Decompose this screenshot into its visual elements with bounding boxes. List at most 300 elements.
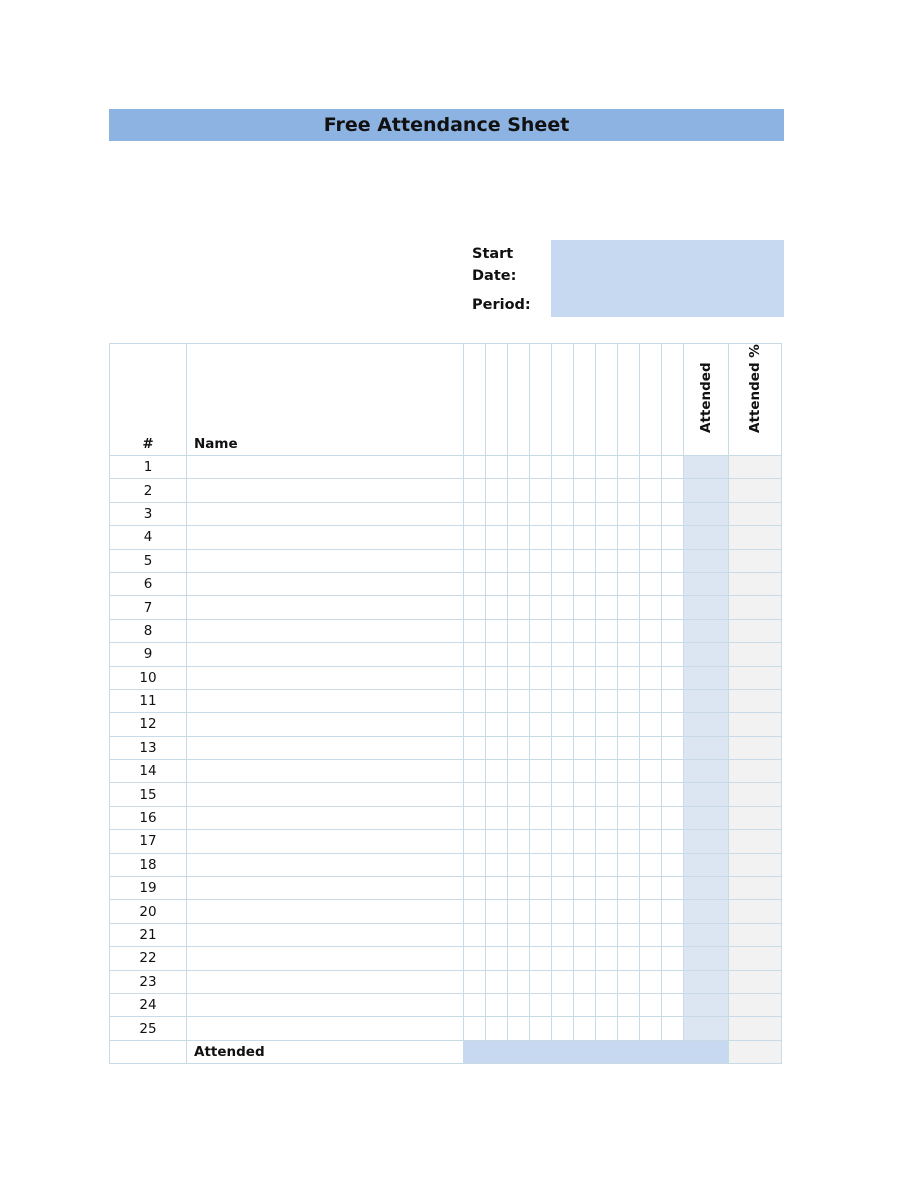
name-cell[interactable] — [187, 1017, 464, 1040]
day-cell[interactable] — [552, 853, 574, 876]
day-cell[interactable] — [596, 760, 618, 783]
day-cell[interactable] — [486, 549, 508, 572]
day-cell[interactable] — [464, 853, 486, 876]
day-cell[interactable] — [508, 619, 530, 642]
attended-pct-cell[interactable] — [729, 783, 782, 806]
day-cell[interactable] — [640, 1017, 662, 1040]
day-cell[interactable] — [662, 572, 684, 595]
day-cell[interactable] — [486, 1017, 508, 1040]
name-cell[interactable] — [187, 456, 464, 479]
day-cell[interactable] — [574, 830, 596, 853]
day-cell[interactable] — [486, 572, 508, 595]
day-cell[interactable] — [618, 666, 640, 689]
footer-pct-cell[interactable] — [729, 1040, 782, 1063]
day-cell[interactable] — [508, 970, 530, 993]
day-cell[interactable] — [640, 643, 662, 666]
day-cell[interactable] — [640, 713, 662, 736]
day-cell[interactable] — [464, 993, 486, 1016]
day-cell[interactable] — [640, 993, 662, 1016]
day-cell[interactable] — [552, 596, 574, 619]
day-cell[interactable] — [618, 619, 640, 642]
day-cell[interactable] — [486, 830, 508, 853]
attended-cell[interactable] — [684, 993, 729, 1016]
day-cell[interactable] — [464, 526, 486, 549]
day-cell[interactable] — [464, 502, 486, 525]
day-cell[interactable] — [486, 806, 508, 829]
day-cell[interactable] — [508, 993, 530, 1016]
day-cell[interactable] — [508, 1017, 530, 1040]
day-cell[interactable] — [596, 456, 618, 479]
attended-cell[interactable] — [684, 877, 729, 900]
day-cell[interactable] — [618, 526, 640, 549]
day-cell[interactable] — [596, 666, 618, 689]
day-cell[interactable] — [508, 736, 530, 759]
day-cell[interactable] — [574, 456, 596, 479]
attended-pct-cell[interactable] — [729, 549, 782, 572]
day-cell[interactable] — [464, 619, 486, 642]
day-cell[interactable] — [530, 572, 552, 595]
day-cell[interactable] — [596, 689, 618, 712]
day-cell[interactable] — [486, 783, 508, 806]
day-cell[interactable] — [574, 549, 596, 572]
day-cell[interactable] — [596, 900, 618, 923]
attended-cell[interactable] — [684, 456, 729, 479]
day-cell[interactable] — [618, 502, 640, 525]
day-cell[interactable] — [640, 456, 662, 479]
day-cell[interactable] — [662, 666, 684, 689]
day-cell[interactable] — [464, 549, 486, 572]
attended-pct-cell[interactable] — [729, 689, 782, 712]
day-cell[interactable] — [530, 900, 552, 923]
day-cell[interactable] — [574, 853, 596, 876]
day-cell[interactable] — [552, 830, 574, 853]
day-cell[interactable] — [508, 900, 530, 923]
day-cell[interactable] — [574, 1017, 596, 1040]
day-cell[interactable] — [552, 689, 574, 712]
day-cell[interactable] — [508, 549, 530, 572]
day-cell[interactable] — [596, 923, 618, 946]
day-cell[interactable] — [574, 993, 596, 1016]
date-period-input-box[interactable] — [551, 240, 784, 317]
attended-cell[interactable] — [684, 479, 729, 502]
day-cell[interactable] — [596, 1017, 618, 1040]
day-cell[interactable] — [552, 970, 574, 993]
day-cell[interactable] — [640, 502, 662, 525]
day-cell[interactable] — [618, 970, 640, 993]
day-cell[interactable] — [618, 993, 640, 1016]
day-cell[interactable] — [618, 760, 640, 783]
day-cell[interactable] — [618, 596, 640, 619]
day-cell[interactable] — [508, 666, 530, 689]
name-cell[interactable] — [187, 970, 464, 993]
day-cell[interactable] — [530, 456, 552, 479]
day-cell[interactable] — [662, 993, 684, 1016]
day-cell[interactable] — [640, 853, 662, 876]
attended-cell[interactable] — [684, 853, 729, 876]
day-cell[interactable] — [464, 806, 486, 829]
day-cell[interactable] — [618, 572, 640, 595]
name-cell[interactable] — [187, 993, 464, 1016]
day-cell[interactable] — [596, 643, 618, 666]
day-cell[interactable] — [508, 923, 530, 946]
day-cell[interactable] — [640, 900, 662, 923]
attended-pct-cell[interactable] — [729, 947, 782, 970]
name-cell[interactable] — [187, 689, 464, 712]
day-cell[interactable] — [574, 666, 596, 689]
day-cell[interactable] — [552, 806, 574, 829]
day-cell[interactable] — [464, 666, 486, 689]
attended-pct-cell[interactable] — [729, 760, 782, 783]
day-cell[interactable] — [662, 970, 684, 993]
day-cell[interactable] — [464, 947, 486, 970]
day-cell[interactable] — [662, 830, 684, 853]
attended-cell[interactable] — [684, 526, 729, 549]
attended-pct-cell[interactable] — [729, 479, 782, 502]
day-cell[interactable] — [552, 760, 574, 783]
day-cell[interactable] — [640, 619, 662, 642]
day-cell[interactable] — [530, 923, 552, 946]
day-cell[interactable] — [508, 806, 530, 829]
day-cell[interactable] — [596, 853, 618, 876]
day-cell[interactable] — [596, 806, 618, 829]
day-cell[interactable] — [530, 689, 552, 712]
day-cell[interactable] — [662, 806, 684, 829]
day-cell[interactable] — [574, 479, 596, 502]
attended-cell[interactable] — [684, 643, 729, 666]
day-cell[interactable] — [552, 549, 574, 572]
day-cell[interactable] — [662, 689, 684, 712]
day-cell[interactable] — [530, 643, 552, 666]
attended-pct-cell[interactable] — [729, 877, 782, 900]
attended-cell[interactable] — [684, 736, 729, 759]
day-cell[interactable] — [530, 877, 552, 900]
day-cell[interactable] — [618, 479, 640, 502]
day-cell[interactable] — [574, 806, 596, 829]
day-cell[interactable] — [508, 783, 530, 806]
day-cell[interactable] — [508, 596, 530, 619]
attended-cell[interactable] — [684, 970, 729, 993]
day-cell[interactable] — [574, 526, 596, 549]
day-cell[interactable] — [618, 923, 640, 946]
day-cell[interactable] — [618, 736, 640, 759]
day-cell[interactable] — [640, 877, 662, 900]
day-cell[interactable] — [530, 666, 552, 689]
day-cell[interactable] — [596, 993, 618, 1016]
day-cell[interactable] — [596, 783, 618, 806]
day-cell[interactable] — [618, 713, 640, 736]
day-cell[interactable] — [464, 479, 486, 502]
day-cell[interactable] — [596, 877, 618, 900]
day-cell[interactable] — [552, 572, 574, 595]
day-cell[interactable] — [508, 502, 530, 525]
attended-cell[interactable] — [684, 783, 729, 806]
attended-cell[interactable] — [684, 596, 729, 619]
attended-pct-cell[interactable] — [729, 970, 782, 993]
day-cell[interactable] — [530, 479, 552, 502]
day-cell[interactable] — [596, 713, 618, 736]
day-cell[interactable] — [464, 923, 486, 946]
attended-pct-cell[interactable] — [729, 713, 782, 736]
name-cell[interactable] — [187, 713, 464, 736]
day-cell[interactable] — [530, 713, 552, 736]
attended-cell[interactable] — [684, 923, 729, 946]
day-cell[interactable] — [574, 689, 596, 712]
day-cell[interactable] — [640, 666, 662, 689]
day-cell[interactable] — [574, 643, 596, 666]
day-cell[interactable] — [464, 736, 486, 759]
name-cell[interactable] — [187, 900, 464, 923]
day-cell[interactable] — [574, 502, 596, 525]
day-cell[interactable] — [574, 900, 596, 923]
day-cell[interactable] — [574, 877, 596, 900]
day-cell[interactable] — [596, 572, 618, 595]
day-cell[interactable] — [596, 596, 618, 619]
day-cell[interactable] — [596, 736, 618, 759]
day-cell[interactable] — [530, 853, 552, 876]
name-cell[interactable] — [187, 783, 464, 806]
day-cell[interactable] — [640, 572, 662, 595]
day-cell[interactable] — [574, 947, 596, 970]
day-cell[interactable] — [552, 479, 574, 502]
day-cell[interactable] — [464, 713, 486, 736]
attended-pct-cell[interactable] — [729, 666, 782, 689]
day-cell[interactable] — [464, 830, 486, 853]
day-cell[interactable] — [530, 619, 552, 642]
day-cell[interactable] — [486, 479, 508, 502]
day-cell[interactable] — [530, 947, 552, 970]
attended-pct-cell[interactable] — [729, 830, 782, 853]
day-cell[interactable] — [486, 526, 508, 549]
attended-pct-cell[interactable] — [729, 526, 782, 549]
attended-cell[interactable] — [684, 830, 729, 853]
day-cell[interactable] — [508, 479, 530, 502]
day-cell[interactable] — [508, 526, 530, 549]
day-cell[interactable] — [662, 853, 684, 876]
day-cell[interactable] — [552, 947, 574, 970]
day-cell[interactable] — [486, 970, 508, 993]
day-cell[interactable] — [618, 783, 640, 806]
day-cell[interactable] — [574, 923, 596, 946]
day-cell[interactable] — [508, 713, 530, 736]
day-cell[interactable] — [508, 456, 530, 479]
day-cell[interactable] — [508, 830, 530, 853]
day-cell[interactable] — [530, 526, 552, 549]
day-cell[interactable] — [662, 1017, 684, 1040]
day-cell[interactable] — [618, 853, 640, 876]
footer-attended-totals[interactable] — [464, 1040, 729, 1063]
day-cell[interactable] — [596, 479, 618, 502]
day-cell[interactable] — [464, 970, 486, 993]
attended-cell[interactable] — [684, 666, 729, 689]
day-cell[interactable] — [662, 900, 684, 923]
attended-pct-cell[interactable] — [729, 572, 782, 595]
name-cell[interactable] — [187, 736, 464, 759]
name-cell[interactable] — [187, 643, 464, 666]
name-cell[interactable] — [187, 760, 464, 783]
day-cell[interactable] — [574, 760, 596, 783]
day-cell[interactable] — [574, 619, 596, 642]
day-cell[interactable] — [464, 877, 486, 900]
day-cell[interactable] — [486, 456, 508, 479]
day-cell[interactable] — [552, 877, 574, 900]
day-cell[interactable] — [640, 596, 662, 619]
day-cell[interactable] — [640, 947, 662, 970]
day-cell[interactable] — [530, 760, 552, 783]
attended-cell[interactable] — [684, 806, 729, 829]
day-cell[interactable] — [640, 689, 662, 712]
day-cell[interactable] — [618, 830, 640, 853]
day-cell[interactable] — [662, 526, 684, 549]
day-cell[interactable] — [530, 830, 552, 853]
day-cell[interactable] — [464, 643, 486, 666]
day-cell[interactable] — [552, 643, 574, 666]
attended-cell[interactable] — [684, 1017, 729, 1040]
day-cell[interactable] — [486, 853, 508, 876]
attended-pct-cell[interactable] — [729, 596, 782, 619]
day-cell[interactable] — [552, 736, 574, 759]
attended-cell[interactable] — [684, 900, 729, 923]
attended-pct-cell[interactable] — [729, 502, 782, 525]
day-cell[interactable] — [530, 549, 552, 572]
day-cell[interactable] — [464, 572, 486, 595]
attended-cell[interactable] — [684, 760, 729, 783]
day-cell[interactable] — [552, 923, 574, 946]
name-cell[interactable] — [187, 479, 464, 502]
day-cell[interactable] — [596, 526, 618, 549]
day-cell[interactable] — [618, 947, 640, 970]
day-cell[interactable] — [552, 1017, 574, 1040]
day-cell[interactable] — [640, 830, 662, 853]
day-cell[interactable] — [464, 760, 486, 783]
day-cell[interactable] — [662, 877, 684, 900]
attended-cell[interactable] — [684, 619, 729, 642]
day-cell[interactable] — [508, 572, 530, 595]
day-cell[interactable] — [640, 783, 662, 806]
attended-cell[interactable] — [684, 549, 729, 572]
day-cell[interactable] — [662, 479, 684, 502]
day-cell[interactable] — [618, 877, 640, 900]
day-cell[interactable] — [596, 502, 618, 525]
day-cell[interactable] — [618, 549, 640, 572]
attended-pct-cell[interactable] — [729, 806, 782, 829]
day-cell[interactable] — [464, 783, 486, 806]
day-cell[interactable] — [508, 689, 530, 712]
day-cell[interactable] — [662, 783, 684, 806]
attended-pct-cell[interactable] — [729, 923, 782, 946]
day-cell[interactable] — [486, 877, 508, 900]
day-cell[interactable] — [574, 783, 596, 806]
day-cell[interactable] — [552, 713, 574, 736]
day-cell[interactable] — [530, 596, 552, 619]
attended-pct-cell[interactable] — [729, 1017, 782, 1040]
name-cell[interactable] — [187, 947, 464, 970]
day-cell[interactable] — [596, 970, 618, 993]
day-cell[interactable] — [618, 643, 640, 666]
name-cell[interactable] — [187, 526, 464, 549]
day-cell[interactable] — [662, 456, 684, 479]
day-cell[interactable] — [640, 970, 662, 993]
day-cell[interactable] — [508, 760, 530, 783]
day-cell[interactable] — [574, 596, 596, 619]
name-cell[interactable] — [187, 596, 464, 619]
day-cell[interactable] — [464, 456, 486, 479]
day-cell[interactable] — [486, 993, 508, 1016]
name-cell[interactable] — [187, 923, 464, 946]
day-cell[interactable] — [486, 596, 508, 619]
day-cell[interactable] — [552, 783, 574, 806]
day-cell[interactable] — [618, 806, 640, 829]
day-cell[interactable] — [618, 456, 640, 479]
day-cell[interactable] — [618, 900, 640, 923]
day-cell[interactable] — [574, 970, 596, 993]
name-cell[interactable] — [187, 619, 464, 642]
name-cell[interactable] — [187, 830, 464, 853]
day-cell[interactable] — [596, 830, 618, 853]
day-cell[interactable] — [486, 643, 508, 666]
day-cell[interactable] — [530, 1017, 552, 1040]
day-cell[interactable] — [640, 549, 662, 572]
day-cell[interactable] — [486, 760, 508, 783]
day-cell[interactable] — [486, 923, 508, 946]
day-cell[interactable] — [530, 970, 552, 993]
day-cell[interactable] — [486, 947, 508, 970]
day-cell[interactable] — [508, 947, 530, 970]
day-cell[interactable] — [486, 666, 508, 689]
day-cell[interactable] — [596, 947, 618, 970]
day-cell[interactable] — [552, 619, 574, 642]
day-cell[interactable] — [486, 713, 508, 736]
attended-pct-cell[interactable] — [729, 993, 782, 1016]
day-cell[interactable] — [640, 760, 662, 783]
day-cell[interactable] — [486, 689, 508, 712]
attended-pct-cell[interactable] — [729, 900, 782, 923]
day-cell[interactable] — [464, 900, 486, 923]
day-cell[interactable] — [552, 526, 574, 549]
attended-pct-cell[interactable] — [729, 456, 782, 479]
attended-pct-cell[interactable] — [729, 736, 782, 759]
day-cell[interactable] — [530, 993, 552, 1016]
day-cell[interactable] — [486, 736, 508, 759]
day-cell[interactable] — [618, 1017, 640, 1040]
day-cell[interactable] — [530, 806, 552, 829]
day-cell[interactable] — [662, 760, 684, 783]
day-cell[interactable] — [486, 900, 508, 923]
attended-cell[interactable] — [684, 689, 729, 712]
day-cell[interactable] — [662, 619, 684, 642]
name-cell[interactable] — [187, 549, 464, 572]
attended-pct-cell[interactable] — [729, 643, 782, 666]
day-cell[interactable] — [508, 853, 530, 876]
day-cell[interactable] — [552, 666, 574, 689]
name-cell[interactable] — [187, 853, 464, 876]
day-cell[interactable] — [662, 736, 684, 759]
day-cell[interactable] — [662, 596, 684, 619]
day-cell[interactable] — [640, 479, 662, 502]
attended-pct-cell[interactable] — [729, 619, 782, 642]
day-cell[interactable] — [530, 502, 552, 525]
day-cell[interactable] — [552, 502, 574, 525]
name-cell[interactable] — [187, 806, 464, 829]
day-cell[interactable] — [530, 783, 552, 806]
attended-pct-cell[interactable] — [729, 853, 782, 876]
attended-cell[interactable] — [684, 713, 729, 736]
day-cell[interactable] — [552, 456, 574, 479]
day-cell[interactable] — [662, 947, 684, 970]
name-cell[interactable] — [187, 877, 464, 900]
day-cell[interactable] — [530, 736, 552, 759]
day-cell[interactable] — [486, 619, 508, 642]
attended-cell[interactable] — [684, 572, 729, 595]
